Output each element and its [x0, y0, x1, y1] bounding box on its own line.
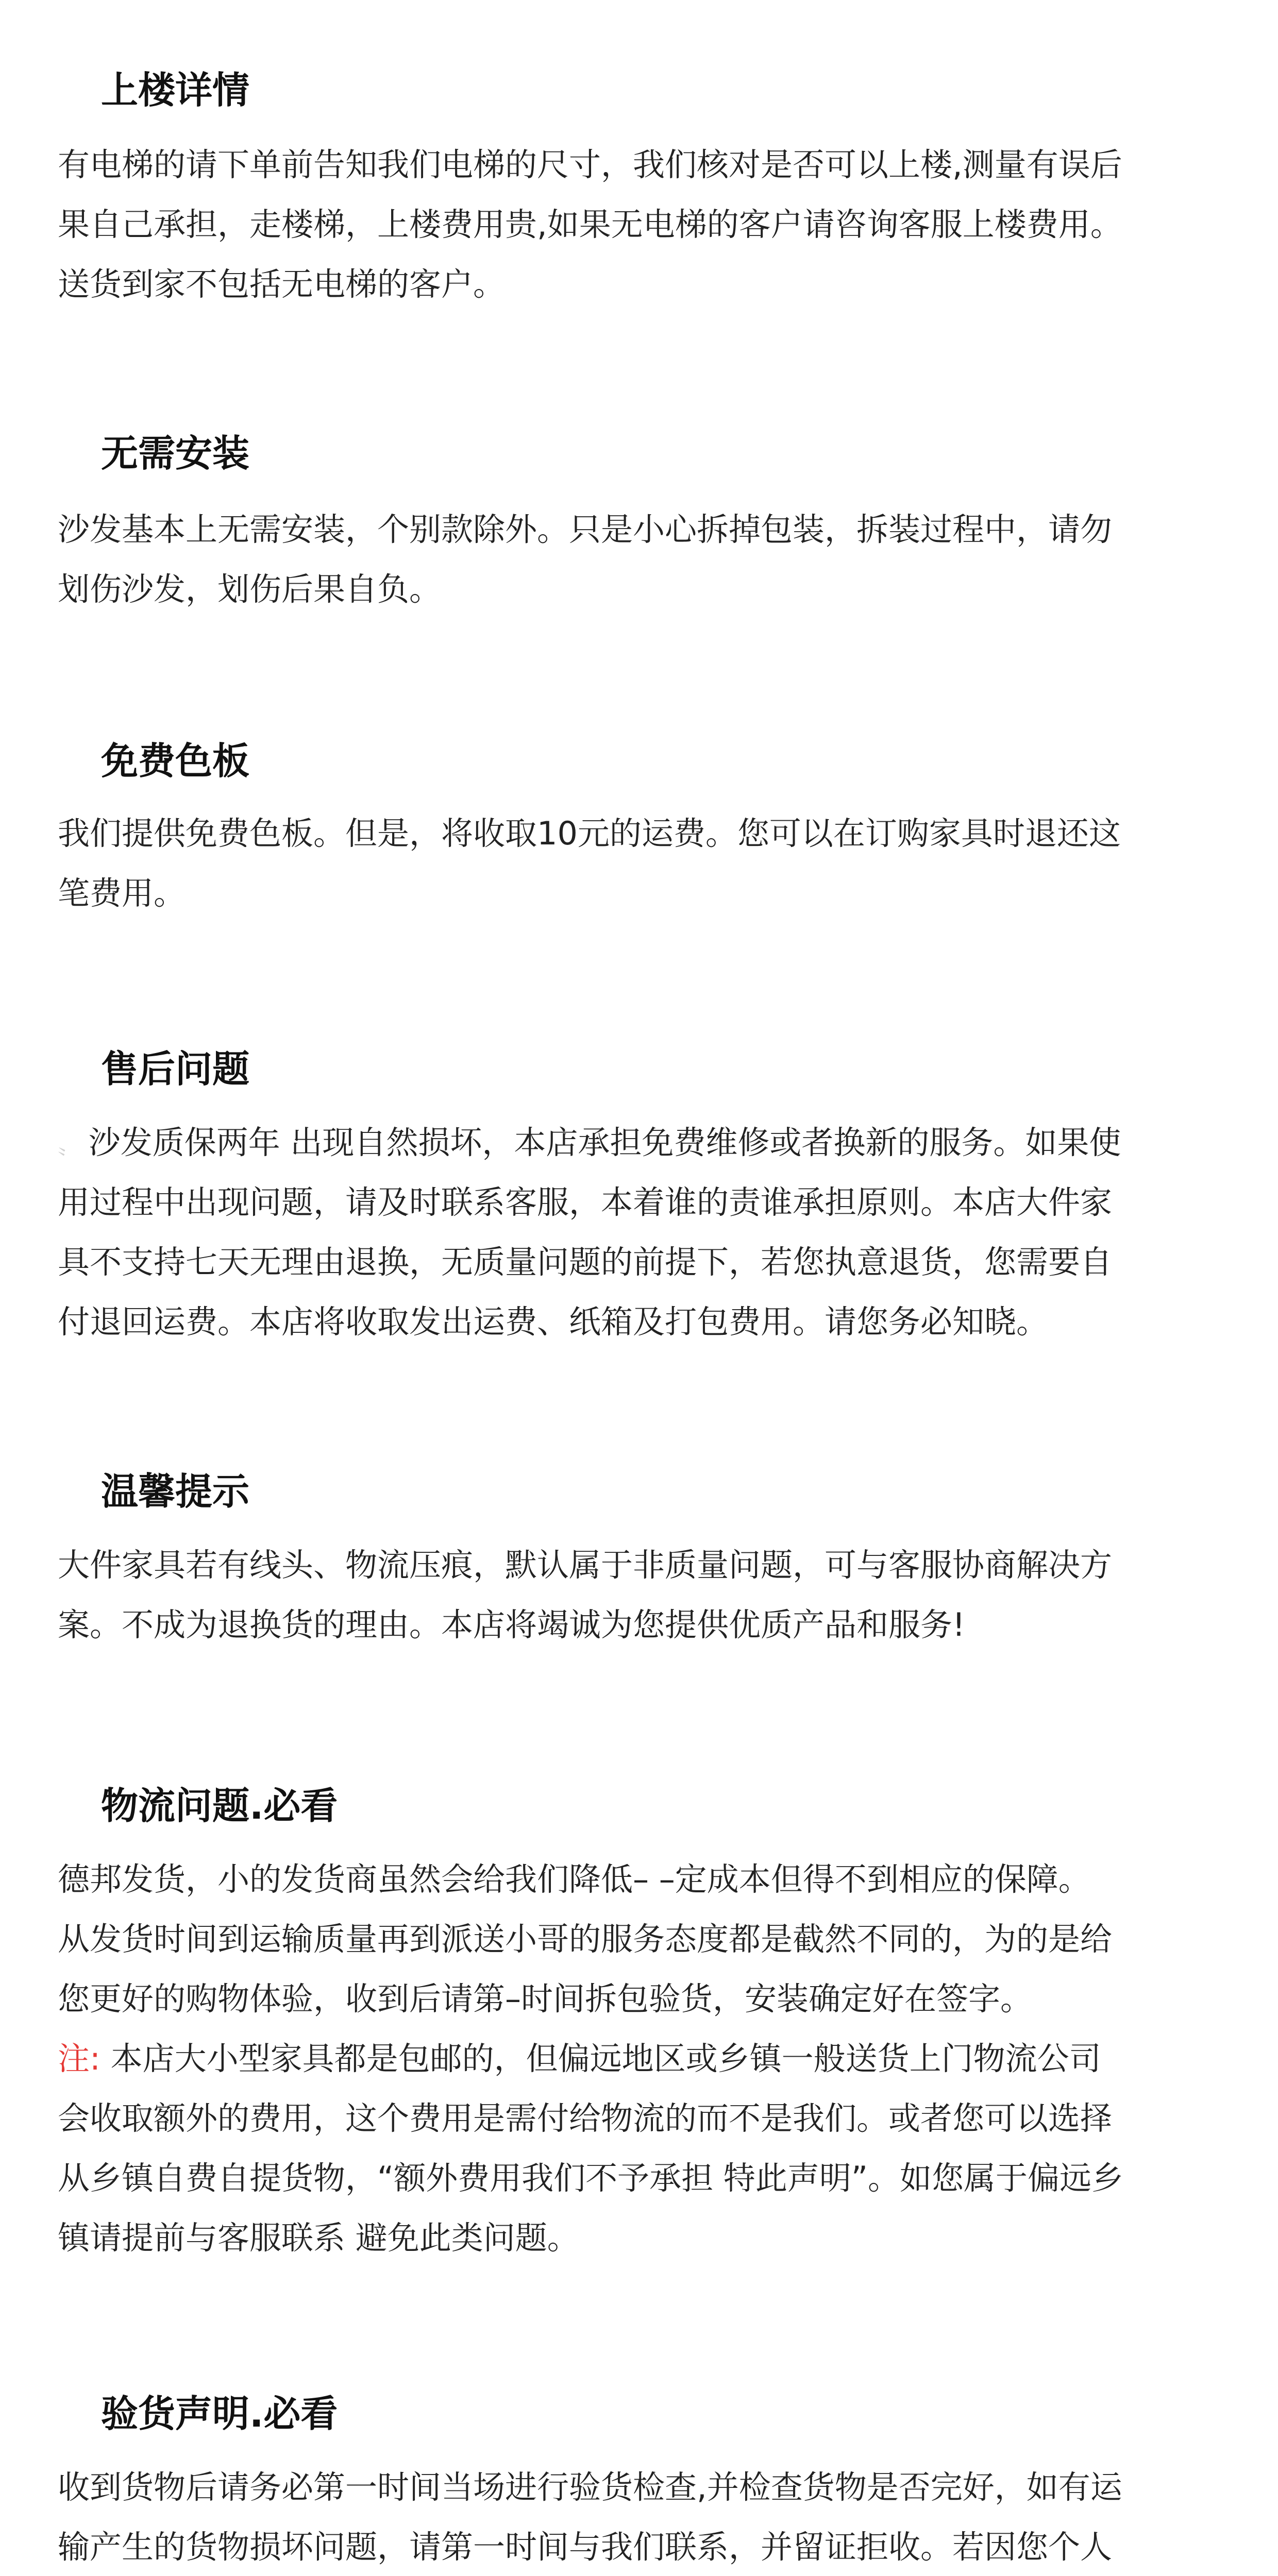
body-line: 沙发基本上无需安装，个别款除外。只是小心拆掉包装，拆装过程中，请勿: [58, 511, 1113, 548]
body-line: 镇请提前与客服联系 避免此类问题。: [58, 2219, 579, 2257]
section-title: 免费色板: [101, 739, 250, 783]
note-label: 注:: [58, 2040, 100, 2077]
body-line: 大件家具若有线头、物流压痕，默认属于非质量问题，可与客服协商解决方: [58, 1546, 1113, 1584]
section-body: [58, 1850, 1243, 2268]
body-line: 划伤沙发，划伤后果自负。: [58, 570, 442, 608]
body-line: 送货到家不包括无电梯的客户。: [58, 265, 506, 303]
body-line: 笔费用。: [58, 874, 186, 912]
section-title: 无需安装: [101, 432, 250, 475]
section-body: [58, 804, 1243, 923]
section-body: [58, 2458, 1243, 2576]
body-line: 案。不成为退换货的理由。本店将竭诚为您提供优质产品和服务!: [58, 1606, 965, 1643]
section-body: [58, 1535, 1243, 1655]
body-line-text: 沙发质保两年 出现自然损坏，本店承担免费维修或者换新的服务。如果使: [88, 1124, 1121, 1161]
section-body: [58, 500, 1243, 619]
section-title: 物流问题.必看: [101, 1784, 338, 1827]
faded-mark: 〟: [58, 1135, 78, 1159]
section-body: [58, 135, 1243, 314]
body-line: 从发货时间到运输质量再到派送小哥的服务态度都是截然不同的，为的是给: [58, 1920, 1113, 1958]
note-line: [58, 2029, 1243, 2089]
body-line: 我们提供免费色板。但是，将收取10元的运费。您可以在订购家具时退还这: [58, 815, 1121, 852]
section-title: 温馨提示: [101, 1470, 250, 1513]
body-line: 具不支持七天无理由退换，无质量问题的前提下，若您执意退货，您需要自: [58, 1243, 1113, 1281]
section-title: 售后问题: [101, 1047, 250, 1091]
body-line: 输产生的货物损坏问题，请第一时间与我们联系，并留证拒收。若因您个人: [58, 2528, 1113, 2566]
body-line: 您更好的购物体验，收到后请第–时间拆包验货，安装确定好在签字。: [58, 1980, 1033, 2018]
body-line: 德邦发货，小的发货商虽然会给我们降低– –定成本但得不到相应的保障。: [58, 1860, 1090, 1898]
section-title: 上楼详情: [101, 69, 250, 112]
body-line: [58, 1113, 1243, 1173]
body-line: 用过程中出现问题，请及时联系客服，本着谁的责谁承担原则。本店大件家: [58, 1183, 1113, 1221]
body-line: 会收取额外的费用，这个费用是需付给物流的而不是我们。或者您可以选择: [58, 2099, 1113, 2137]
body-line: 收到货物后请务必第一时间当场进行验货检查,并检查货物是否完好，如有运: [58, 2468, 1122, 2506]
body-line: 从乡镇自费自提货物，“额外费用我们不予承担 特此声明”。如您属于偏远乡: [58, 2159, 1123, 2197]
body-line: 有电梯的请下单前告知我们电梯的尺寸，我们核对是否可以上楼,测量有误后: [58, 146, 1122, 183]
note-text: 本店大小型家具都是包邮的，但偏远地区或乡镇一般送货上门物流公司: [100, 2040, 1101, 2077]
body-line: 付退回运费。本店将收取发出运费、纸箱及打包费用。请您务必知晓。: [58, 1303, 1049, 1341]
section-title: 验货声明.必看: [101, 2392, 338, 2435]
body-line: 果自己承担，走楼梯，上楼费用贵,如果无电梯的客户请咨询客服上楼费用。: [58, 206, 1122, 243]
section-body: [58, 1113, 1243, 1352]
